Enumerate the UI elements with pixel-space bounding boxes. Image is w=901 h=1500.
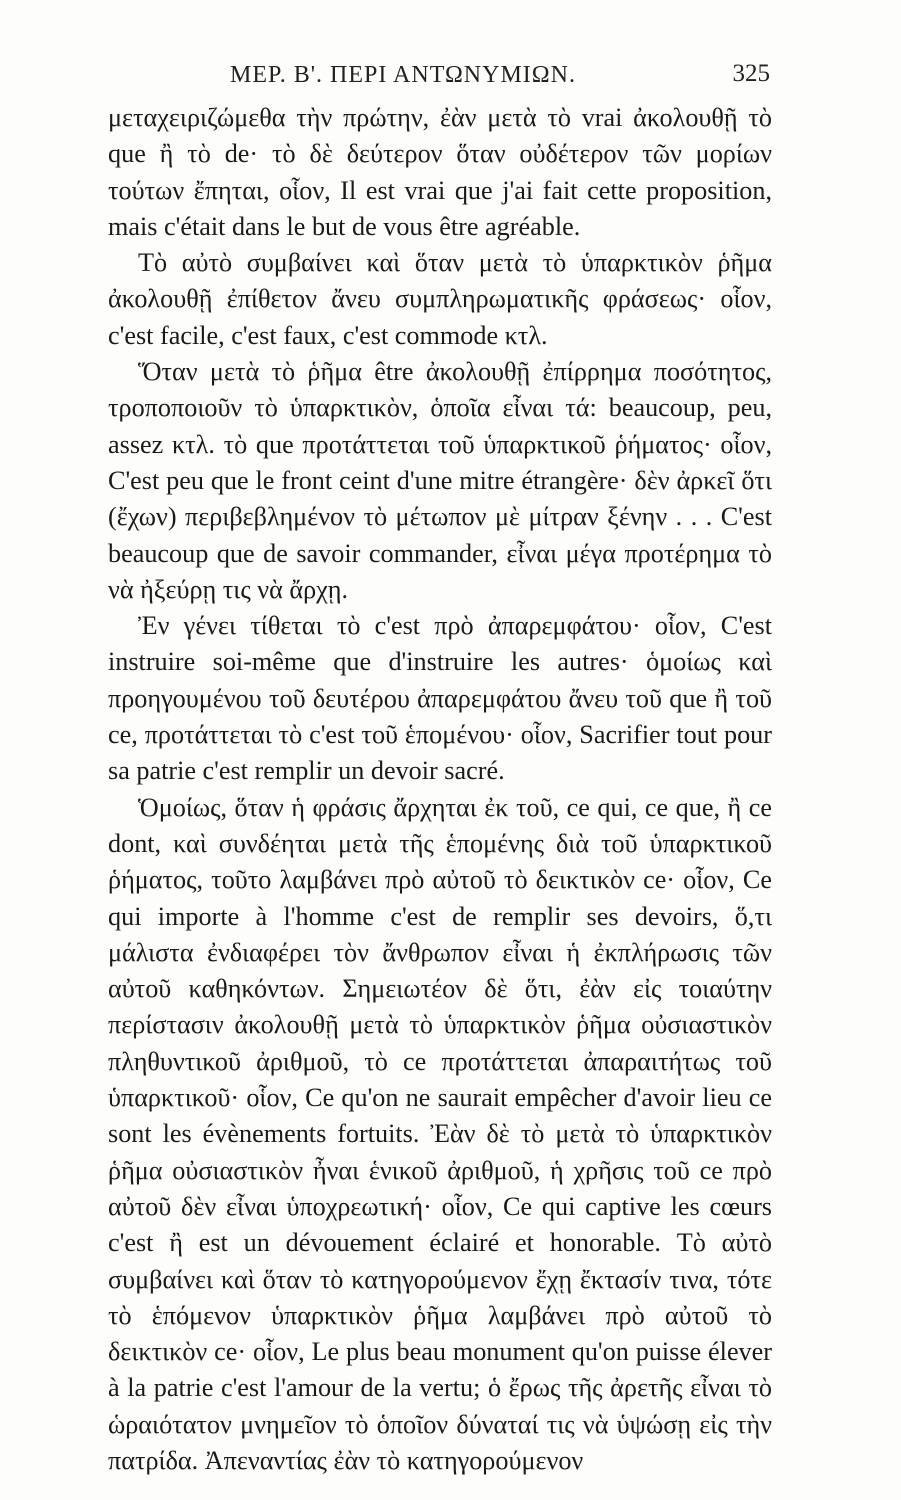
paragraph-1: μεταχειριζώμεθα τὴν πρώτην, ἐὰν μετὰ τὸ vrai ἀκολουθῇ τὸ que ἢ τὸ de· τὸ δὲ δεύτερον ὅταν οὐδέτερον τῶν μορίων τούτων ἔπηται, οἷον, Il est vrai que j'ai fait cette proposition, mais c'était dans le but de vous être agréable. bbox=[108, 103, 772, 241]
page-number: 325 bbox=[732, 60, 770, 87]
paragraph-5: Ὁμοίως, ὅταν ἡ φράσις ἄρχηται ἐκ τοῦ, ce qui, ce que, ἢ ce dont, καὶ συνδέηται μετὰ τῆς ἑπομένης διὰ τοῦ ὑπαρκτικοῦ ῥήματος, τοῦτο λαμβάνει πρὸ αὐτοῦ τὸ δεικτικὸν ce· οἷον, Ce qui importe à l'homme c'est de remplir ses devoirs, ὅ,τι μάλιστα ἐνδιαφέρει τὸν ἄνθρωπον εἶναι ἡ ἐκπλήρωσις τῶν αὐτοῦ καθηκόντων. Σημειωτέον δὲ ὅτι, ἐὰν εἰς τοιαύτην περίστασιν ἀκολουθῇ μετὰ τὸ ὑπαρκτικὸν ῥῆμα οὐσιαστικὸν πληθυντικοῦ ἀριθμοῦ, τὸ ce προτάττεται ἀπαραιτήτως τοῦ ὑπαρκτικοῦ· οἷον, Ce qu'on ne saurait empêcher d'avoir lieu ce sont les évènements fortuits. Ἐὰν δὲ τὸ μετὰ τὸ ὑπαρκτικὸν ῥῆμα οὐσιαστικὸν ἦναι ἑνικοῦ ἀριθμοῦ, ἡ χρῆσις τοῦ ce πρὸ αὐτοῦ δὲν εἶναι ὑποχρεωτική· οἷον, Ce qui captive les cœurs c'est ἢ est un dévouement éclairé et honorable. Τὸ αὐτὸ συμβαίνει καὶ ὅταν τὸ κατηγορούμενον ἔχῃ ἔκτασίν τινα, τότε τὸ ἑπόμενον ὑπαρκτικὸν ῥῆμα λαμβάνει πρὸ αὐτοῦ τὸ δεικτικὸν ce· οἷον, Le plus beau monument qu'on puisse élever à la patrie c'est l'amour de la vertu; ὁ ἔρως τῆς ἀρετῆς εἶναι τὸ ὡραιότατον μνημεῖον τὸ ὁποῖον δύναταί τις νὰ ὑψώσῃ εἰς τὴν πατρίδα. Ἀπεναντίας ἐὰν τὸ κατηγορούμενον bbox=[108, 792, 772, 1475]
running-head: ΜΕΡ. Β'. ΠΕΡΙ ΑΝΤΩΝΥΜΙΩΝ. bbox=[230, 62, 576, 88]
paragraph-2: Τὸ αὐτὸ συμβαίνει καὶ ὅταν μετὰ τὸ ὑπαρκτικὸν ῥῆμα ἀκολουθῇ ἐπίθετον ἄνευ συμπληρωματικῆς φράσεως· οἷον, c'est facile, c'est faux, c'est commode κτλ. bbox=[108, 248, 772, 350]
body-text bbox=[108, 100, 772, 1479]
paragraph-3: Ὅταν μετὰ τὸ ῥῆμα être ἀκολουθῇ ἐπίρρημα ποσότητος, τροποποιοῦν τὸ ὑπαρκτικὸν, ὁποῖα εἶναι τά: beaucoup, peu, assez κτλ. τὸ que προτάττεται τοῦ ὑπαρκτικοῦ ῥήματος· οἷον, C'est peu que le front ceint d'une mitre étrangère· δὲν ἀρκεῖ ὅτι (ἔχων) περιβεβλημένον τὸ μέτωπον μὲ μίτραν ξένην . . . C'est beaucoup que de savoir commander, εἶναι μέγα προτέρημα τὸ νὰ ἠξεύρῃ τις νὰ ἄρχῃ. bbox=[108, 357, 772, 604]
paragraph-4: Ἐν γένει τίθεται τὸ c'est πρὸ ἀπαρεμφάτου· οἷον, C'est instruire soi-même que d'instruire les autres· ὁμοίως καὶ προηγουμένου τοῦ δευτέρου ἀπαρεμφάτου ἄνευ τοῦ que ἢ τοῦ ce, προτάττεται τὸ c'est τοῦ ἑπομένου· οἷον, Sacrifier tout pour sa patrie c'est remplir un devoir sacré. bbox=[108, 611, 772, 786]
page-header bbox=[110, 56, 770, 96]
